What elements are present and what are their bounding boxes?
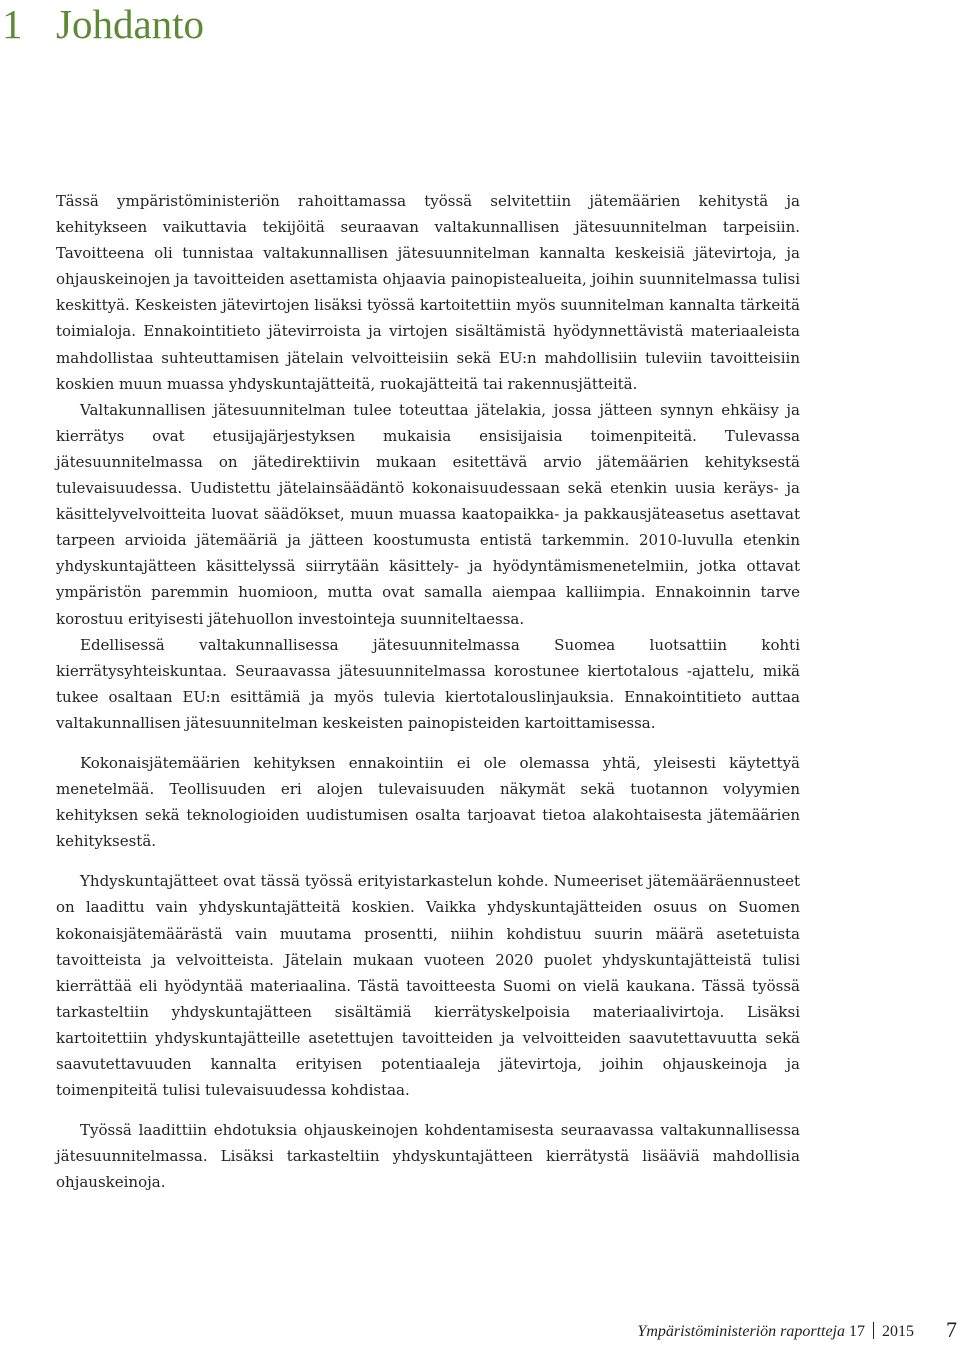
footer-divider: [873, 1322, 874, 1339]
body-text: [56, 188, 800, 1195]
paragraph-4: Kokonaisjätemäärien kehityksen ennakointiin ei ole olemassa yhtä, yleisesti käytettyä menetelmää. Teollisuuden eri alojen tulevaisuuden näkymät sekä tuotannon volyymien kehityksen sekä teknologioiden uudistumisen osalta tarjoavat tietoa alakohtaisesta jätemäärien kehityksestä.: [56, 753, 800, 851]
page-number: 7: [946, 1317, 957, 1342]
footer-series-name: Ympäristöministeriön raportteja: [637, 1323, 845, 1340]
paragraph-5: Yhdyskuntajätteet ovat tässä työssä erityistarkastelun kohde. Numeeriset jätemääräennusteet on laadittu vain yhdyskuntajätteitä koskien. Vaikka yhdyskuntajätteiden osuus on Suomen kokonaisjätemäärästä vain muutama prosentti, niihin kohdistuu suurin määrä asetetuista tavoitteista ja velvoitteista. Jätelain mukaan vuoteen 2020 puolet yhdyskuntajätteistä tulisi kierrättää eli hyödyntää materiaalina. Tästä tavoitteesta Suomi on vielä kaukana. Tässä työssä tarkasteltiin yhdyskuntajätteen sisältämiä kierrätyskelpoisia materiaalivirtoja. Lisäksi kartoitettiin yhdyskuntajätteille asetettujen tavoitteiden ja velvoitteiden saavutettavuutta sekä saavutettavuuden kannalta erityisen potentiaaleja jätevirtoja, joihin ohjauskeinoja ja toimenpiteitä tulisi tulevaisuudessa kohdistaa.: [56, 872, 800, 1100]
chapter-title: Johdanto: [56, 1, 205, 47]
paragraph-2: Valtakunnallisen jätesuunnitelman tulee toteuttaa jätelakia, jossa jätteen synnyn ehkäisy ja kierrätys ovat etusijajärjestyksen mukaisia ensisijaisia toimenpiteitä. Tulevassa jätesuunnitelmassa on jätedirektiivin mukaan esitettävä arvio jätemäärien kehityksestä tulevaisuudessa. Uudistettu jätelainsäädäntö kokonaisuudessaan sekä etenkin uusia keräys- ja käsittelyvelvoitteita luovat säädökset, muun muassa kaatopaikka- ja pakkausjäteasetus asettavat tarpeen arvioida jätemääriä ja jätteen koostumusta entistä tarkemmin. 2010-luvulla etenkin yhdyskuntajätteen käsittelyssä siirrytään käsittely- ja hyödyntämismenetelmiin, jotka ottavat ympäristön paremmin huomioon, mutta ovat samalla aiempaa kalliimpia. Ennakoinnin tarve korostuu erityisesti jätehuollon investointeja suunniteltaessa.: [56, 400, 800, 628]
footer-series: [637, 1322, 914, 1341]
footer-series-number: 17: [849, 1323, 865, 1340]
paragraph-1: Tässä ympäristöministeriön rahoittamassa työssä selvitettiin jätemäärien kehitystä ja kehitykseen vaikuttavia tekijöitä seuraavan valtakunnallisen jätesuunnitelman tarpeisiin. Tavoitteena oli tunnistaa valtakunnallisen jätesuunnitelman kannalta keskeisiä jätevirtoja, ja ohjauskeinojen ja tavoitteiden asettamista ohjaavia painopistealueita, joihin suunnitelmassa tulisi keskittyä. Keskeisten jätevirtojen lisäksi työssä kartoitettiin myös suunnitelman kannalta tärkeitä toimialoja. Ennakointitieto jätevirroista ja virtojen sisältämistä hyödynnettävistä materiaaleista mahdollistaa suhteuttamisen jätelain velvoitteisiin sekä EU:n mahdollisiin tuleviin tavoitteisiin koskien muun muassa yhdyskuntajätteitä, ruokajätteitä tai rakennusjätteitä.: [56, 192, 800, 393]
paragraph-3: Edellisessä valtakunnallisessa jätesuunnitelmassa Suomea luotsattiin kohti kierrätysyhteiskuntaa. Seuraavassa jätesuunnitelmassa korostunee kiertotalous -ajattelu, mikä tukee osaltaan EU:n esittämiä ja myös tulevia kiertotalouslinjauksia. Ennakointitieto auttaa valtakunnallisen jätesuunnitelman keskeisten painopisteiden kartoittamisessa.: [56, 635, 800, 732]
paragraph-6: Työssä laadittiin ehdotuksia ohjauskeinojen kohdentamisesta seuraavassa valtakunnallisessa jätesuunnitelmassa. Lisäksi tarkasteltiin yhdyskuntajätteen kierrätystä lisääviä mahdollisia ohjauskeinoja.: [56, 1121, 800, 1192]
chapter-number: 1: [2, 1, 23, 47]
footer-year: 2015: [882, 1323, 914, 1340]
chapter-heading: [2, 0, 204, 48]
page-footer: [0, 1314, 960, 1350]
